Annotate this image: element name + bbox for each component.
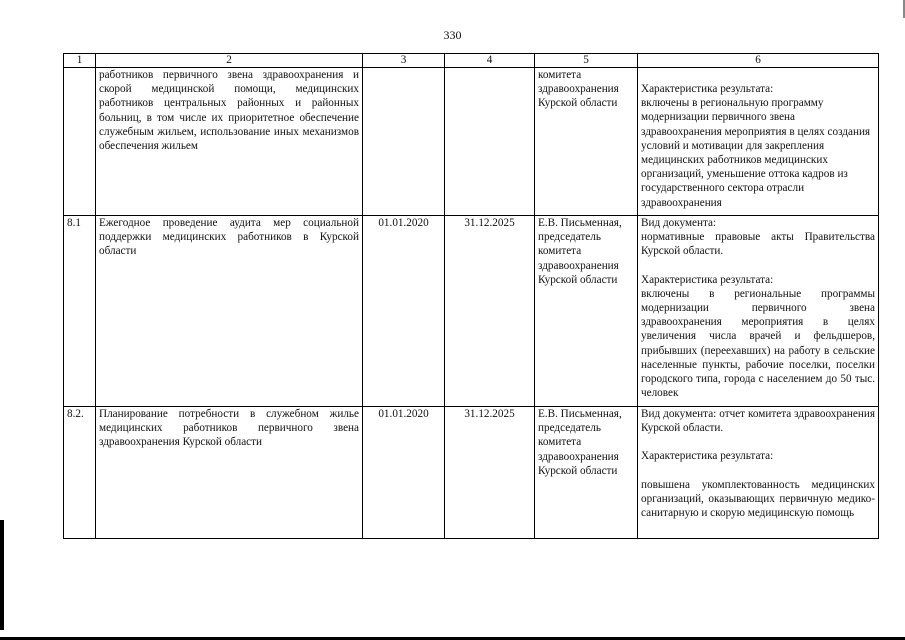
scan-edge-mark [0,520,4,630]
header-cell: 4 [445,54,535,68]
result-cell [638,216,879,407]
start-date: 01.01.2020 [363,216,445,407]
responsible-line: Курской области [538,97,618,110]
responsible-line: комитета [538,245,582,258]
result-text: включены в региональную программу модернизации первичного звена здравоохранения мероприятия в целях создания условий и мотивации для закрепления медицинских работников медицинских организаций, уменьшение оттока кадров из государственного сектора отрасли здравоохранения [641,97,871,209]
item-number: 8.1 [64,216,96,407]
responsible-line: Е.В. Письменная, [538,217,622,229]
responsible-cell [535,216,638,407]
responsible-line: Курской области [538,464,618,477]
responsible-line: здравоохранения [538,259,619,272]
result-doc: нормативные правовые акты Правительства Курской области. [641,231,875,258]
measure-text: работников первичного звена здравоохранения и скорой медицинской помощи, медицинских работников центральных районных и районных больниц, в том числе их приоритетное обеспечение служебным жильем, использование иных механизмов обеспечения жильем [96,68,363,216]
responsible-cell [535,68,638,216]
end-date: 31.12.2025 [445,216,535,407]
start-date [363,68,445,216]
table-row [64,407,879,539]
responsible-line: здравоохранения [538,83,619,96]
end-date: 31.12.2025 [445,407,535,539]
measures-table [63,53,879,539]
responsible-line: комитета [538,436,582,449]
header-cell: 3 [363,54,445,68]
item-number [64,68,96,216]
item-number: 8.2. [64,407,96,539]
header-cell: 1 [64,54,96,68]
table-row [64,216,879,407]
result-title: Характеристика результата: [641,450,774,463]
table-row [64,68,879,216]
responsible-line: председатель [538,422,601,435]
responsible-line: здравоохранения [538,450,619,463]
responsible-line: Е.В. Письменная, [538,408,622,420]
result-title: Характеристика результата: [641,273,774,286]
responsible-line: Курской области [538,273,618,286]
result-doc: Вид документа: отчет комитета здравоохранения Курской области. [641,408,875,435]
result-cell [638,407,879,539]
responsible-cell [535,407,638,539]
end-date [445,68,535,216]
start-date: 01.01.2020 [363,407,445,539]
responsible-line: председатель [538,231,601,244]
result-text: включены в региональные программы модернизации первичного звена здравоохранения мероприятия в целях увеличения числа врачей и фельдшеров, прибывших (переехавших) на работу в сельские населенные пункты, рабочие поселки, поселки городского типа, города с населением до 50 тыс. человек [641,287,875,400]
measure-text: Планирование потребности в служебном жилье медицинских работников первичного звена здравоохранения Курской области [96,407,363,539]
header-cell: 2 [96,54,363,68]
result-doc-title: Вид документа: [641,217,717,229]
result-text: повышена укомплектованность медицинских организаций, оказывающих первичную медико-санитарную и скорую медицинскую помощь [641,478,875,520]
page-number: 330 [443,28,462,42]
responsible-line: комитета [538,69,582,81]
header-cell: 5 [535,54,638,68]
result-cell [638,68,879,216]
table-header-row [64,54,879,68]
header-cell: 6 [638,54,879,68]
measure-text: Ежегодное проведение аудита мер социальной поддержки медицинских работников в Курской области [96,216,363,407]
result-title: Характеристика результата: [641,83,774,95]
